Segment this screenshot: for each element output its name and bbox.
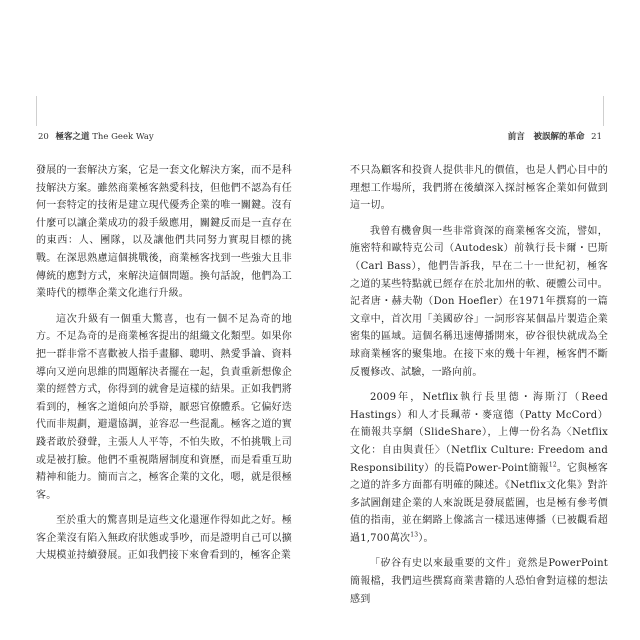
left-margin-rule: [36, 96, 37, 126]
left-page-number: 20: [38, 132, 49, 142]
section-title: 前言: [507, 132, 525, 142]
book-title-cn: 極客之道: [55, 132, 90, 142]
paragraph: 這次升級有一個重大驚喜，也有一個不足為奇的地方。不足為奇的是商業極客提出的組織文化類型。如果你把一群非常不喜歡被人指手畫腳、聰明、熱愛爭論、資料導向又逆向思維的問題解決者擺在一起，負責重新想像企業的經營方式，你得到的就會是這樣的結果。正如我們將看到的，極客之道傾向於爭辯，厭惡官僚體系。它偏好迭代而非規劃，避還協調，並容忍一些混亂。極客之道的實踐者敢於發聲，主張人人平等，不怕失敗，不怕挑戰上司或是被打臉。他們不重視階層制度和資歷，而是看重互助精神和能力。簡而言之，極客企業的文化，嗯，就是很極客。: [36, 313, 292, 501]
paragraph-text: 。它與極客之道的許多方面都有明確的陳述。《Netflix文化集》對許多試圖創建企業的人來說既是發展藍圖，也是極有參考價值的指南，並在網路上像謠言一樣迅速傳播（已被觀看超過1,700萬次: [350, 462, 609, 544]
book-title-en: The Geek Way: [92, 132, 154, 142]
left-running-header: [34, 130, 154, 144]
footnote-marker: 12: [548, 461, 557, 469]
paragraph: 至於重大的驚喜則是這些文化還運作得如此之好。極客企業沒有陷入無政府狀態或爭吵，而是證明自己可以擴大規模並持續發展。正如我們接下來會看到的，極客企業: [36, 515, 292, 562]
paragraph: 「矽谷有史以來最重要的文件」竟然是PowerPoint簡報檔，我們這些撰寫商業書籍的人恐怕會對這樣的想法感到: [350, 558, 608, 605]
paragraph-text: 2009年，Netflix執行長里德・海斯汀（Reed Hastings）和人才長珮蒂・麥寇德（Patty McCord）在簡報共享網（SlideShare），上傳一份名為〈Netflix文化：自由與責任〉（Netflix Culture: Freedom and Responsibility）的長篇Power-Point簡報: [350, 392, 608, 474]
chapter-title: 被誤解的革命: [533, 132, 585, 142]
right-running-header: [508, 130, 606, 144]
paragraph: 我曾有機會與一些非常資深的商業極客交流，譬如，施密特和歐特克公司（Autodesk）前執行長卡爾・巴斯（Carl Bass），他們告訴我，早在二十一世紀初，極客之道的某些特點就已經存在於北加州的軟、硬體公司中。記者唐・赫夫勒（Don Hoefler）在1971年撰寫的一篇文章中，首次用「美國矽谷」一詞形容某個晶片製造企業密集的區域。這個名稱迅速傳播開來，矽谷很快就成為全球商業極客的聚集地。在接下來的幾十年裡，極客們不斷反覆修改、試驗，一路向前。: [350, 225, 608, 378]
right-page-number: 21: [591, 132, 602, 142]
right-margin-rule: [603, 96, 604, 126]
footnote-marker: 13: [410, 531, 419, 539]
right-page-body: [350, 162, 608, 616]
left-page-body: [36, 162, 292, 573]
paragraph: [350, 389, 608, 547]
paragraph: 不只為顧客和投資人提供非凡的價值，也是人們心目中的理想工作場所，我們將在後續深入探討極客企業如何做到這一切。: [350, 165, 608, 212]
paragraph-text: ）。: [418, 532, 434, 544]
paragraph: 發展的一套解決方案，它是一套文化解決方案，而不是科技解決方案。雖然商業極客熱愛科技，但他們不認為有任何一套特定的技術是建立現代優秀企業的唯一關鍵。沒有什麼可以讓企業成功的殺手級應用，關鍵反而是一直存在的東西：人、團隊，以及讓他們共同努力實現目標的挑戰。在深思熟慮這個挑戰後，商業極客找到一些強大且非傳統的應對方式，來解決這個問題。換句話說，他們為工業時代的標準企業文化進行升級。: [36, 165, 292, 300]
